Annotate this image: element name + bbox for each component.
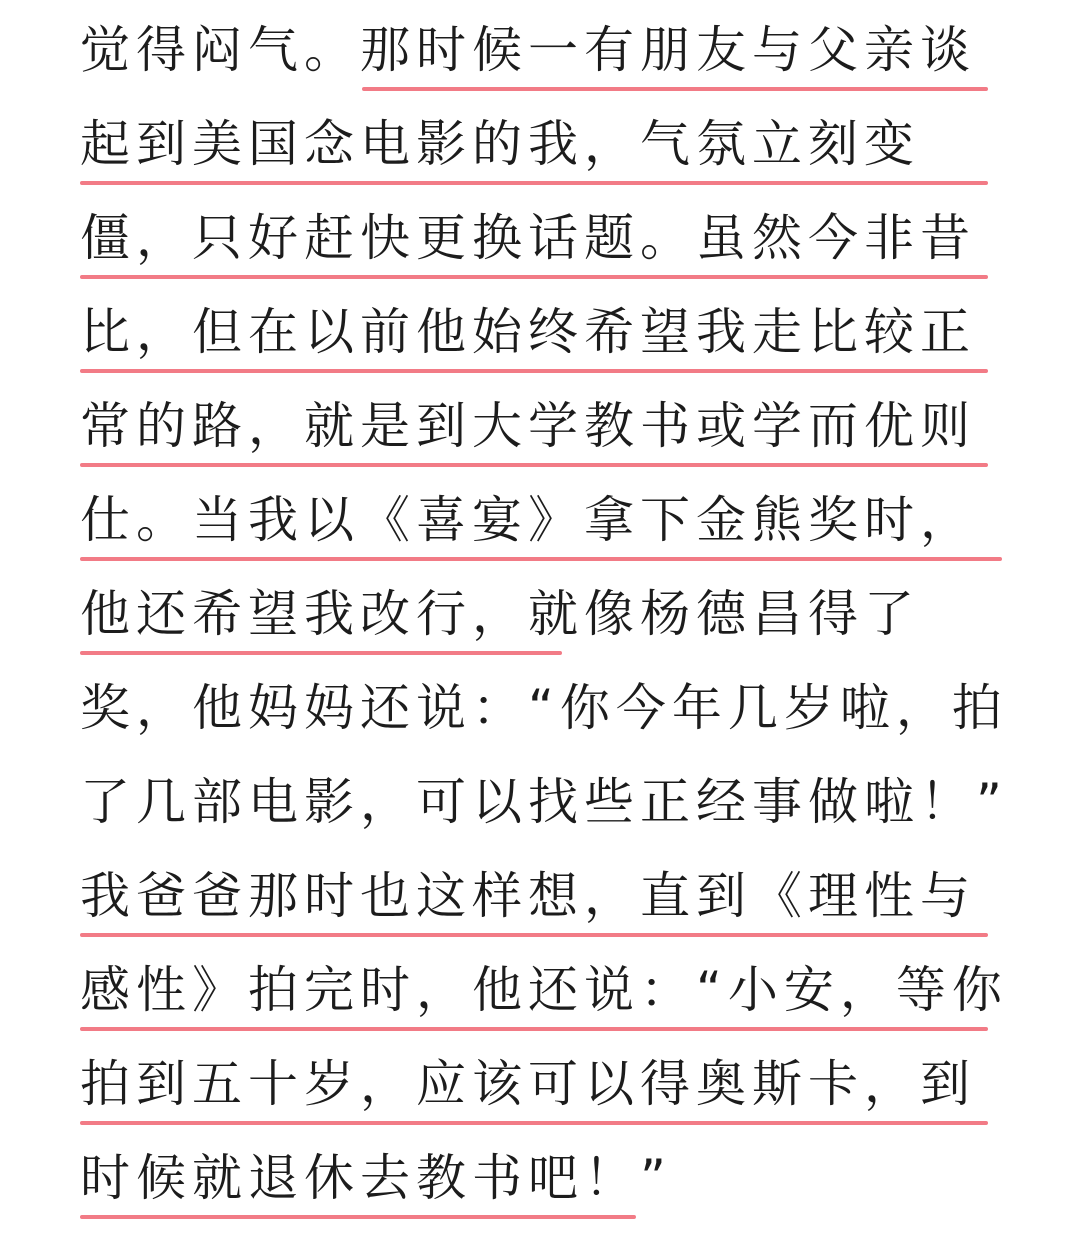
line-text: 觉得闷气。那时候一有朋友与父亲谈 [80, 21, 976, 79]
line-text: 感性》拍完时，他还说：“小安，等你 [80, 961, 1008, 1019]
highlight-underline [80, 369, 988, 373]
text-line [80, 1048, 1020, 1142]
line-text: 时候就退休去教书吧！” [80, 1149, 672, 1207]
text-line [80, 108, 1020, 202]
text-line [80, 14, 1020, 108]
line-text: 他还希望我改行，就像杨德昌得了 [80, 585, 920, 643]
highlight-underline [80, 651, 562, 655]
line-text: 常的路，就是到大学教书或学而优则 [80, 397, 976, 455]
line-text: 僵，只好赶快更换话题。虽然今非昔 [80, 209, 976, 267]
line-text: 我爸爸那时也这样想，直到《理性与 [80, 867, 976, 925]
text-line [80, 860, 1020, 954]
highlight-underline [80, 1027, 988, 1031]
highlight-underline [80, 557, 1002, 561]
highlight-underline [80, 1121, 988, 1125]
line-text: 起到美国念电影的我，气氛立刻变 [80, 115, 920, 173]
highlight-underline [362, 87, 988, 91]
highlight-underline [80, 463, 988, 467]
text-line [80, 202, 1020, 296]
text-line [80, 296, 1020, 390]
line-text: 拍到五十岁，应该可以得奥斯卡，到 [80, 1055, 976, 1113]
text-line [80, 766, 1020, 860]
highlight-underline [80, 181, 988, 185]
text-line [80, 484, 1020, 578]
line-text: 奖，他妈妈还说：“你今年几岁啦，拍 [80, 679, 1008, 737]
line-text: 比，但在以前他始终希望我走比较正 [80, 303, 976, 361]
highlight-underline [80, 1215, 636, 1219]
text-line [80, 390, 1020, 484]
text-line [80, 578, 1020, 672]
text-line [80, 672, 1020, 766]
highlight-underline [80, 275, 988, 279]
highlight-underline [80, 933, 988, 937]
line-text: 仕。当我以《喜宴》拿下金熊奖时， [80, 491, 976, 549]
text-line [80, 954, 1020, 1048]
line-text: 了几部电影，可以找些正经事做啦！” [80, 773, 1008, 831]
text-line [80, 1142, 1020, 1236]
